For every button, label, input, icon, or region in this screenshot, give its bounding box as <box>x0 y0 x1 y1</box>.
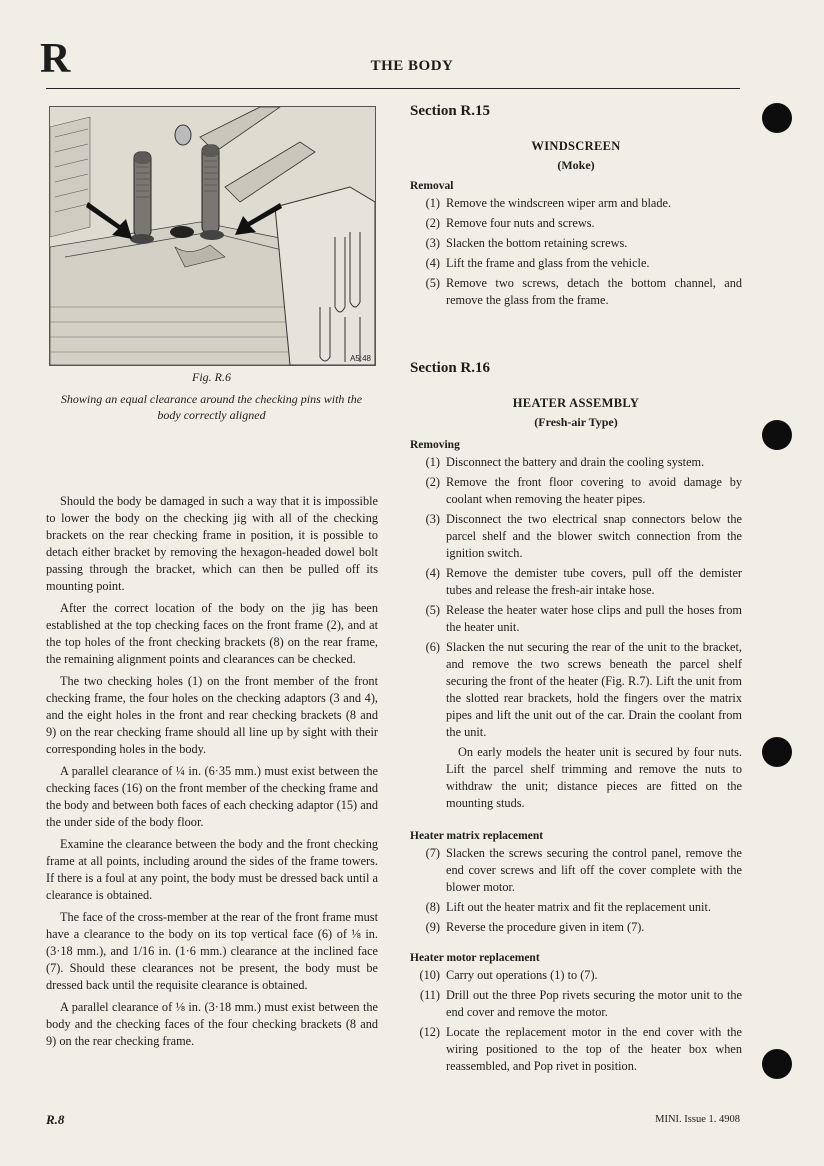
section-letter: R <box>40 36 71 82</box>
punch-hole <box>762 420 792 450</box>
body-paragraph: A parallel clearance of ¼ in. (6·35 mm.) must exist between the checking faces (16) on the front member of the checking frame and the body and between both faces of each checking adaptor (15) and the under side of the body floor. <box>46 764 378 829</box>
body-paragraph: Should the body be damaged in such a way that it is impossible to lower the body on the checking jig with all of the checking brackets on the rear checking frame in position, it is possible to detach either bracket by removing the hexagon-headed dowel bolt passing through the bracket, which can then be pulled off its mounting point. <box>46 494 378 593</box>
list-item: (3) Disconnect the two electrical snap connectors below the parcel shelf and the blower switch connection from the ignition switch. <box>425 512 742 560</box>
list-item: (6) Slacken the nut securing the rear of the unit to the bracket, and remove the two screws beneath the parcel shelf securing the front of the heater (Fig. R.7). Lift the unit from the slotted rear brackets, hold the fingers over the matrix pipes and lift the unit out of the car. Drain the coolant from the unit. <box>425 640 742 739</box>
list-item: (5) Release the heater water hose clips and pull the hoses from the heater unit. <box>425 603 742 634</box>
section-subtitle: HEATER ASSEMBLY <box>512 396 640 410</box>
figure-caption: Showing an equal clearance around the checking pins with the body correctly aligned <box>60 392 363 422</box>
procedure-heading: Removing <box>410 439 460 451</box>
body-paragraph: The two checking holes (1) on the front member of the front checking frame, the four holes on the checking adaptors (3 and 4), and the eight holes in the front and rear checking brackets (8 and 9) on the rear checking frame should all line up by sight with their corresponding holes in the body. <box>46 674 378 756</box>
section-subtitle: WINDSCREEN <box>531 139 621 153</box>
list-item: (1) Remove the windscreen wiper arm and blade. <box>425 196 672 210</box>
punch-hole <box>762 1049 792 1079</box>
header-rule <box>46 88 740 89</box>
list-item: (9) Reverse the procedure given in item (7). <box>425 920 645 934</box>
list-item: (5) Remove two screws, detach the bottom channel, and remove the glass from the frame. <box>425 276 742 307</box>
list-item: (10) Carry out operations (1) to (7). <box>419 968 598 982</box>
section-title: Section R.15 <box>410 103 490 119</box>
body-paragraph: After the correct location of the body on the jig has been established at the top checking faces on the front frame (2), and at the top holes of the front checking brackets (8) on the rear frame, the remaining alignment points and clearances can be checked. <box>46 601 378 666</box>
page-title: THE BODY <box>370 58 454 74</box>
body-paragraph: A parallel clearance of ⅛ in. (3·18 mm.) must exist between the body and the checking faces of the four checking brackets (8 and 9) on the rear checking frame. <box>46 1000 378 1048</box>
removing-steps <box>410 454 742 741</box>
punch-hole <box>762 103 792 133</box>
early-models-note: On early models the heater unit is secured by four nuts. Lift the parcel shelf trimming and remove the nuts to withdraw the unit; distance pieces are fitted on the mounting studs. <box>446 745 742 810</box>
punch-hole <box>762 737 792 767</box>
body-paragraph: Examine the clearance between the body and the front checking frame at all points, including around the sides of the frame towers. If there is a foul at any point, the body must be dressed back until a clearance is obtained. <box>46 837 378 902</box>
checking-pins-illustration <box>50 107 375 365</box>
issue-info: MINI. Issue 1. 4908 <box>655 1114 740 1125</box>
figure-image <box>49 106 376 366</box>
body-paragraph: The face of the cross-member at the rear of the front frame must have a clearance to the body on its top vertical face (6) of ⅛ in. (3·18 mm.), and 1/16 in. (1·6 mm.) clearance at the inclined face (7). Should these clearances not be present, the body must be dressed back until the requisite clearance is obtained. <box>46 910 378 992</box>
motor-steps <box>410 967 742 1075</box>
section-r16 <box>410 360 742 1078</box>
list-item: (3) Slacken the bottom retaining screws. <box>425 236 628 250</box>
list-item: (11) Drill out the three Pop rivets securing the motor unit to the end cover and remove the motor. <box>419 988 742 1019</box>
section-variant: (Moke) <box>557 158 595 172</box>
figure-code: A5:48 <box>350 354 371 363</box>
page-number: R.8 <box>46 1112 65 1127</box>
list-item: (4) Remove the demister tube covers, pull off the demister tubes and release the fresh-air intake hose. <box>425 566 742 597</box>
list-item: (8) Lift out the heater matrix and fit the replacement unit. <box>425 900 711 914</box>
figure-label: Fig. R.6 <box>192 370 231 384</box>
list-item: (2) Remove four nuts and screws. <box>425 216 595 230</box>
motor-heading: Heater motor replacement <box>410 952 540 964</box>
section-r15 <box>410 103 742 312</box>
matrix-heading: Heater matrix replacement <box>410 830 544 842</box>
matrix-steps <box>410 845 742 936</box>
procedure-heading: Removal <box>410 180 454 192</box>
list-item: (7) Slacken the screws securing the control panel, remove the end cover screws and lift off the cover complete with the blower motor. <box>425 846 742 894</box>
section-variant: (Fresh-air Type) <box>534 415 618 429</box>
section-title: Section R.16 <box>410 360 490 376</box>
list-item: (2) Remove the front floor covering to avoid damage by coolant when removing the heater pipes. <box>425 475 742 506</box>
list-item: (1) Disconnect the battery and drain the cooling system. <box>425 455 705 469</box>
list-item: (4) Lift the frame and glass from the vehicle. <box>425 256 650 270</box>
left-body-text <box>46 493 378 1055</box>
removal-steps <box>410 195 742 309</box>
list-item: (12) Locate the replacement motor in the end cover with the wiring positioned to the top of the heater box when reassembled, and Pop rivet in position. <box>419 1025 742 1073</box>
